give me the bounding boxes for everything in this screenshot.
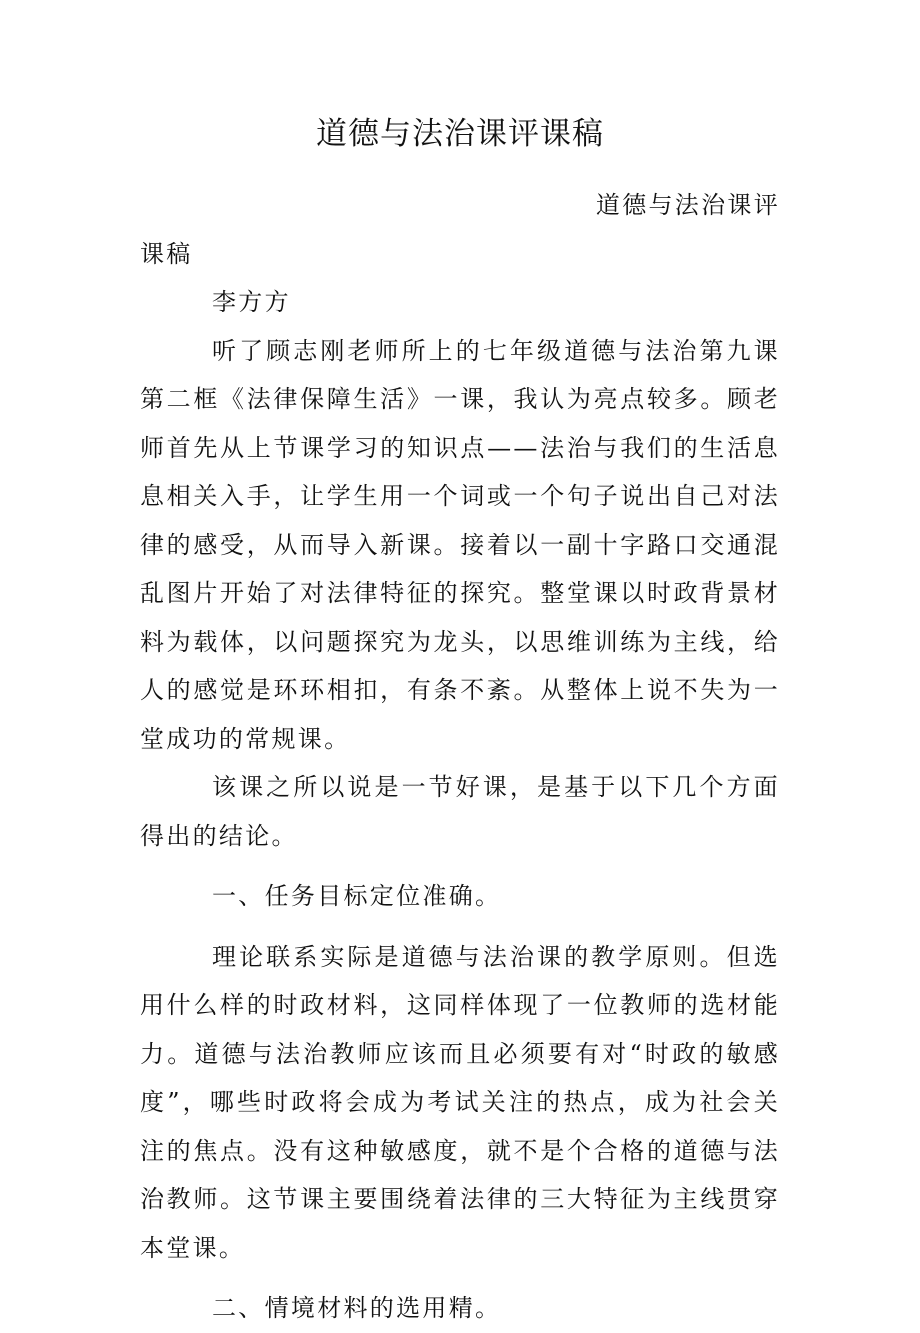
paragraph-section-1: 理论联系实际是道德与法治课的教学原则。但选用什么样的时政材料，这同样体现了一位教师的选材能力。道德与法治教师应该而且必须要有对“时政的敏感度”，哪些时政将会成为考试关注的热点，成为社会关注的焦点。没有这种敏感度，就不是个合格的道德与法治教师。这节课主要围绕着法律的三大特征为主线贯穿本堂课。 bbox=[140, 942, 780, 1262]
document-title: 道德与法治课评课稿 bbox=[316, 116, 604, 152]
author-name: 李方方 bbox=[212, 288, 291, 316]
subtitle-line-1: 道德与法治课评 bbox=[595, 191, 780, 219]
paragraph-basis: 该课之所以说是一节好课，是基于以下几个方面得出的结论。 bbox=[140, 773, 780, 850]
section-heading-2: 二、情境材料的选用精。 bbox=[212, 1294, 502, 1322]
paragraph-intro: 听了顾志刚老师所上的七年级道德与法治第九课第二框《法律保障生活》一课，我认为亮点较多。顾老师首先从上节课学习的知识点——法治与我们的生活息息相关入手，让学生用一个词或一个句子说出自己对法律的感受，从而导入新课。接着以一副十字路口交通混乱图片开始了对法律特征的探究。整堂课以时政背景材料为载体，以问题探究为龙头，以思维训练为主线，给人的感觉是环环相扣，有条不紊。从整体上说不失为一堂成功的常规课。 bbox=[140, 336, 780, 753]
subtitle-line-2: 课稿 bbox=[140, 239, 193, 268]
section-heading-1: 一、任务目标定位准确。 bbox=[212, 882, 502, 910]
document-body bbox=[140, 181, 780, 1333]
